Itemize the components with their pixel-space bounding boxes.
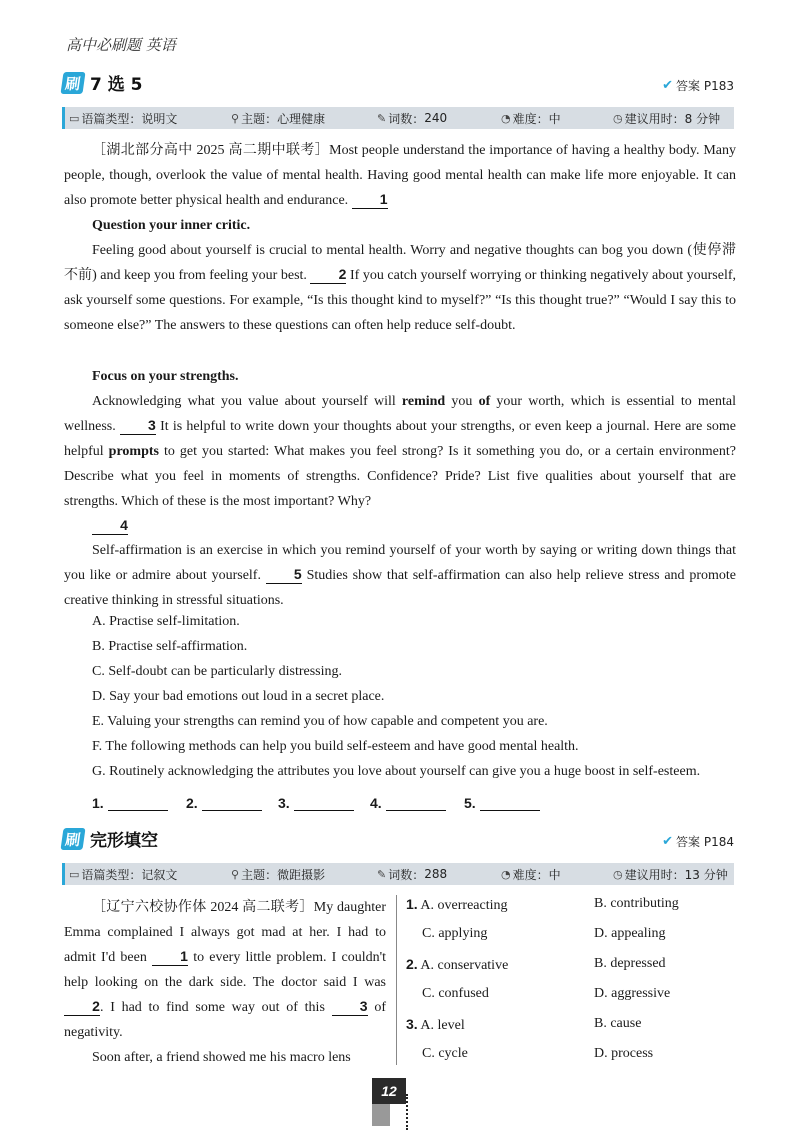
checkmark-icon: ✔	[662, 834, 674, 849]
clock-icon: ◷	[613, 867, 623, 881]
page-dots-decoration	[406, 1094, 410, 1130]
q1-option-b[interactable]: B. contributing	[594, 896, 679, 911]
genre-cell: ▭ 语篇类型： 记叙文	[69, 867, 178, 882]
topic-cell: ⚲ 主题： 心理健康	[231, 111, 326, 126]
option-d: D. Say your bad emotions out loud in a secret place.	[92, 689, 385, 704]
blank-4-line	[64, 514, 736, 539]
q3-option-b[interactable]: B. cause	[594, 1016, 642, 1031]
cloze-blank-1[interactable]: 1	[152, 947, 188, 966]
page-number: 12	[372, 1078, 406, 1104]
answer-3[interactable]: 3.	[278, 795, 354, 811]
option-g: G. Routinely acknowledging the attributes you love about yourself can give you a huge boost in self-esteem.	[92, 764, 701, 779]
info-bar	[62, 863, 734, 885]
q3-option-d[interactable]: D. process	[594, 1046, 654, 1061]
cloze-passage	[64, 895, 386, 1070]
section-name: 完形填空	[90, 831, 158, 851]
difficulty-cell: ◔ 难度： 中	[501, 111, 561, 126]
option-f: F. The following methods can help you build self-esteem and have good mental health.	[92, 739, 579, 754]
paragraph-self-affirmation: Self-affirmation is an exercise in which you remind yourself of your worth by saying or writing down things that you like or admire about yourself. 5 Studies show that self-affirmation can also help relieve stress and promote creative thinking in stressful situations.	[64, 543, 736, 608]
cloze-paragraph-2: Soon after, a friend showed me his macro lens	[92, 1050, 351, 1065]
answer-reference	[662, 833, 734, 850]
q1-option-d[interactable]: D. appealing	[594, 926, 666, 941]
q3-option-c[interactable]: C. cycle	[422, 1046, 468, 1061]
section-title-7x5	[62, 70, 143, 95]
answer-1[interactable]: 1.	[92, 795, 168, 811]
gauge-icon: ◔	[501, 867, 511, 881]
document-icon: ▭	[69, 867, 80, 881]
q2-option-c[interactable]: C. confused	[422, 986, 489, 1001]
blank-3[interactable]: 3	[120, 416, 156, 435]
search-icon: ⚲	[231, 111, 240, 125]
answer-ref-text: 答案 P184	[676, 835, 734, 849]
page-header: 高中必刷题 英语	[66, 36, 176, 54]
cloze-paragraph-1: ［辽宁六校协作体 2024 高二联考］My daughter Emma complained I always got mad at her. I had to admit I'd been 1 to every little problem. I couldn't help looking on the dark side. The doctor said I was 2. I had to find some way out of this 3 of negativity.	[64, 900, 387, 1040]
subheading-inner-critic: Question your inner critic.	[92, 218, 251, 233]
q2-option-b[interactable]: B. depressed	[594, 956, 666, 971]
answer-ref-text: 答案 P183	[676, 79, 734, 93]
answer-4[interactable]: 4.	[370, 795, 446, 811]
section-title-cloze	[62, 826, 158, 851]
words-cell: ✎ 词数： 240	[377, 111, 448, 126]
q2-option-d[interactable]: D. aggressive	[594, 986, 671, 1001]
shua-badge: 刷	[60, 72, 85, 94]
difficulty-cell: ◔ 难度： 中	[501, 867, 561, 882]
document-icon: ▭	[69, 111, 80, 125]
checkmark-icon: ✔	[662, 78, 674, 93]
q2-option-a[interactable]: 2. A. conservative	[406, 956, 509, 973]
page-decoration	[372, 1104, 390, 1126]
column-divider	[396, 895, 397, 1065]
option-b: B. Practise self-affirmation.	[92, 639, 248, 654]
option-c: C. Self-doubt can be particularly distressing.	[92, 664, 342, 679]
paragraph-strengths: Acknowledging what you value about yourself will remind you of your worth, which is essential to mental wellness. 3 It is helpful to write down your thoughts about your strengths, or even keep a journal. Here are some helpful prompts to get you started: What makes you feel strong? Is it something you do, or a certain environment? Describe what you feel in moments of strengths. Confidence? Pride? List five qualities about yourself that are strengths. Which of these is the most important? Why?	[64, 394, 737, 509]
gauge-icon: ◔	[501, 111, 511, 125]
search-icon: ⚲	[231, 867, 240, 881]
blank-1[interactable]: 1	[352, 190, 388, 209]
topic-cell: ⚲ 主题： 微距摄影	[231, 867, 326, 882]
subheading-strengths: Focus on your strengths.	[92, 369, 239, 384]
answer-blanks-row	[92, 795, 552, 815]
pen-icon: ✎	[377, 867, 387, 881]
option-e: E. Valuing your strengths can remind you of how capable and competent you are.	[92, 714, 548, 729]
time-cell: ◷ 建议用时： 13 分钟	[613, 867, 728, 882]
blank-2[interactable]: 2	[310, 265, 346, 284]
answer-5[interactable]: 5.	[464, 795, 540, 811]
q1-option-a[interactable]: 1. A. overreacting	[406, 896, 508, 913]
cloze-blank-3[interactable]: 3	[332, 997, 368, 1016]
option-a: A. Practise self-limitation.	[92, 614, 240, 629]
info-bar	[62, 107, 734, 129]
paragraph-intro: ［湖北部分高中 2025 高二期中联考］Most people understand the importance of having a healthy body. Many people, though, overlook the value of mental health. Having good mental health can make life more enjoyable. It can also promote better physical health and endurance. 1	[64, 143, 736, 208]
q1-option-c[interactable]: C. applying	[422, 926, 488, 941]
time-cell: ◷ 建议用时： 8 分钟	[613, 111, 721, 126]
clock-icon: ◷	[613, 111, 623, 125]
cloze-blank-2[interactable]: 2	[64, 997, 100, 1016]
q3-option-a[interactable]: 3. A. level	[406, 1016, 465, 1033]
blank-5[interactable]: 5	[266, 565, 302, 584]
pen-icon: ✎	[377, 111, 387, 125]
answer-2[interactable]: 2.	[186, 795, 262, 811]
shua-badge: 刷	[60, 828, 85, 850]
genre-cell: ▭ 语篇类型： 说明文	[69, 111, 178, 126]
answer-reference	[662, 77, 734, 94]
words-cell: ✎ 词数： 288	[377, 867, 448, 882]
blank-4[interactable]: 4	[92, 516, 128, 535]
paragraph-inner-critic: Feeling good about yourself is crucial to mental health. Worry and negative thoughts can bog you down (使停滞不前) and keep you from feeling your best. 2 If you catch yourself worrying or thinking negatively about yourself, ask yourself some questions. For example, “Is this thought kind to myself?” “Is this thought true?” “Would I say this to someone else?” The answers to these questions can often help reduce self-doubt.	[64, 243, 737, 333]
section-name: 7 选 5	[90, 75, 143, 95]
